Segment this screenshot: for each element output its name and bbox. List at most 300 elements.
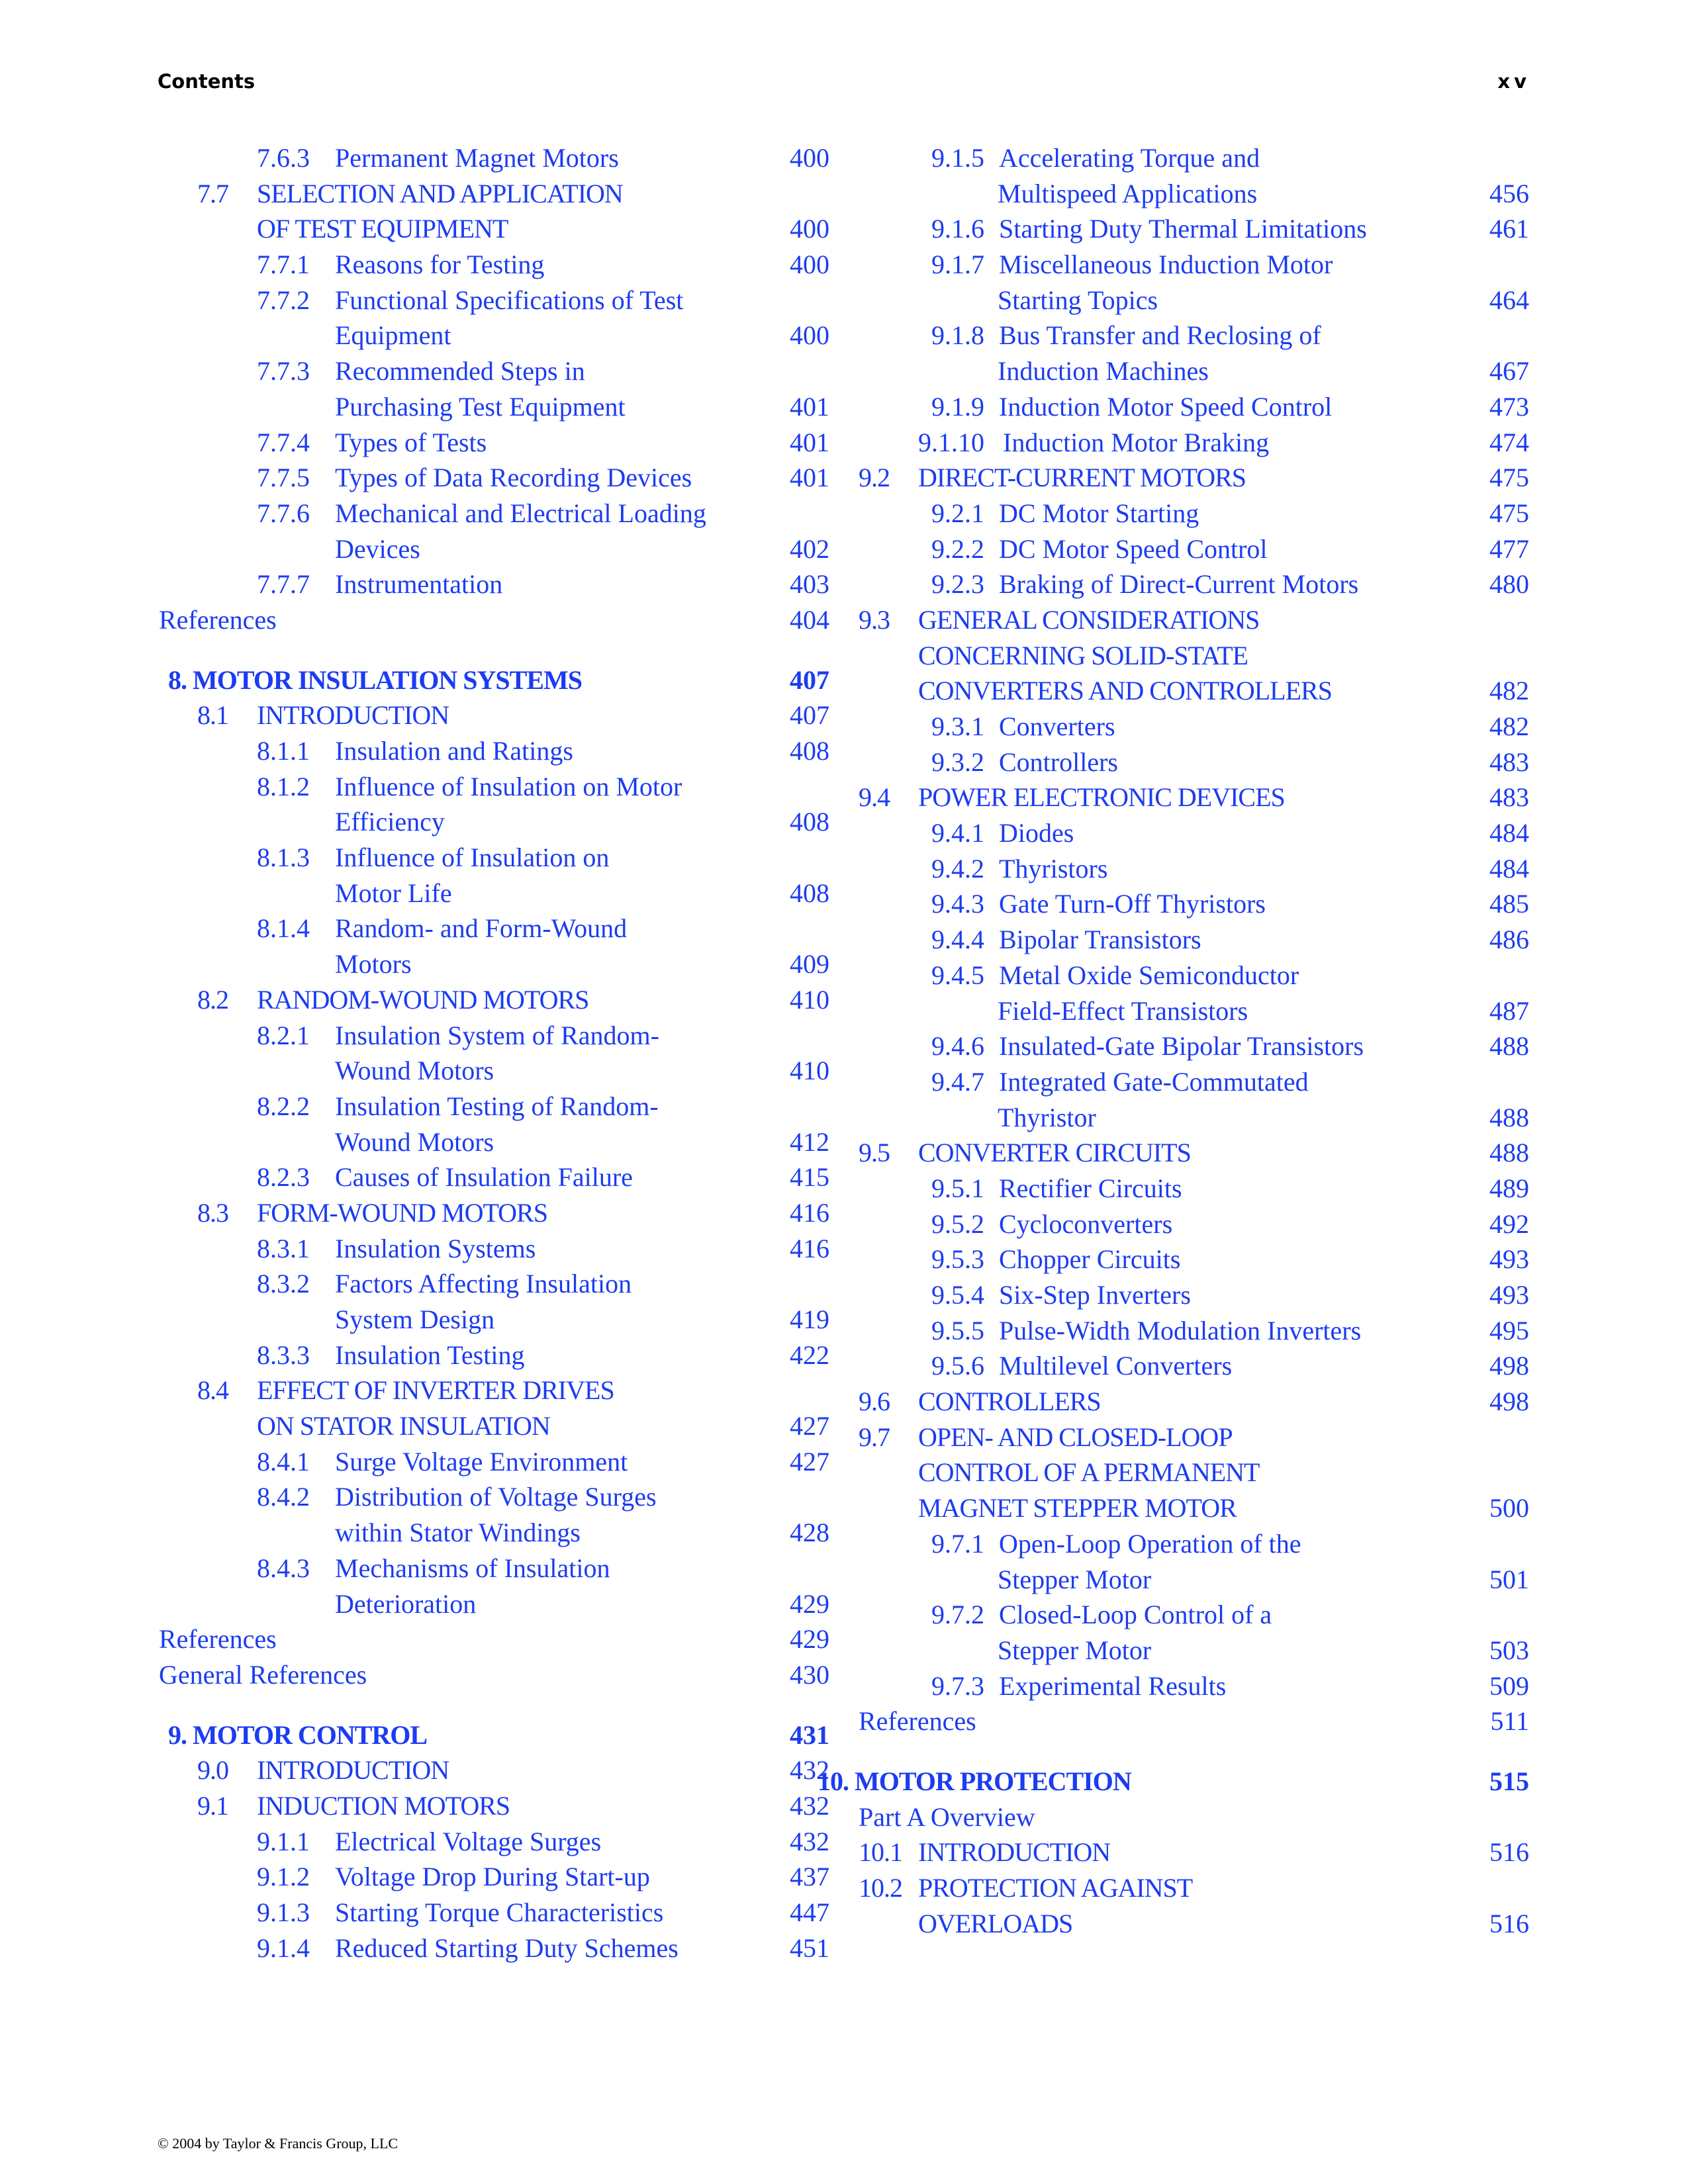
toc-entry-number: 9.7.2 bbox=[931, 1600, 984, 1630]
toc-entry-number: 9.4.2 bbox=[931, 853, 984, 884]
toc-entry-title: OPEN- AND CLOSED-LOOP bbox=[918, 1422, 1233, 1452]
toc-entry-title: INTRODUCTION bbox=[918, 1837, 1111, 1868]
toc-entry-title: Chopper Circuits bbox=[999, 1244, 1181, 1275]
toc-entry-title: DC Motor Starting bbox=[999, 498, 1199, 528]
toc-page-number: 410 bbox=[790, 984, 829, 1015]
toc-entry-title: Surge Voltage Environment bbox=[335, 1446, 628, 1477]
toc-entry-title: Bipolar Transistors bbox=[999, 925, 1201, 955]
toc-entry[interactable] bbox=[859, 638, 1529, 674]
toc-page-number: 484 bbox=[1489, 818, 1529, 848]
toc-entry-number: 9.2.2 bbox=[931, 533, 984, 564]
toc-entry-number: 8.3.2 bbox=[257, 1269, 310, 1299]
toc-page-number: 410 bbox=[790, 1056, 829, 1086]
page-number: xv bbox=[1497, 70, 1530, 93]
toc-entry-number: 8.2.2 bbox=[257, 1091, 310, 1121]
toc-entry-title: Thyristor bbox=[998, 1102, 1096, 1132]
toc-entry[interactable] bbox=[159, 1338, 829, 1373]
toc-entry-number: 8.2 bbox=[197, 984, 228, 1015]
toc-entry-title: Part A Overview bbox=[859, 1801, 1035, 1832]
toc-entry-number: 7.7.5 bbox=[257, 463, 310, 493]
toc-page-number: 498 bbox=[1489, 1351, 1529, 1381]
toc-entry-title: Types of Data Recording Devices bbox=[335, 463, 692, 493]
toc-entry-title: Functional Specifications of Test bbox=[335, 285, 684, 315]
toc-page-number: 488 bbox=[1489, 1102, 1529, 1132]
toc-page-number: 403 bbox=[790, 569, 829, 600]
toc-entry-number: 9.1.3 bbox=[257, 1897, 310, 1927]
toc-entry[interactable] bbox=[859, 1906, 1529, 1942]
toc-entry-title: 10. MOTOR PROTECTION bbox=[818, 1766, 1131, 1796]
toc-entry[interactable] bbox=[859, 922, 1529, 958]
toc-entry-title: Causes of Insulation Failure bbox=[335, 1162, 633, 1193]
toc-entry[interactable] bbox=[159, 1053, 829, 1089]
toc-entry[interactable] bbox=[159, 769, 829, 805]
toc-entry[interactable] bbox=[859, 460, 1529, 496]
toc-entry-title: Induction Motor Speed Control bbox=[999, 391, 1333, 422]
toc-entry-title: Efficiency bbox=[335, 807, 445, 837]
toc-column-left bbox=[159, 140, 829, 1966]
toc-page-number: 498 bbox=[1489, 1387, 1529, 1417]
toc-entry-title: FORM-WOUND MOTORS bbox=[257, 1197, 547, 1228]
toc-entry[interactable] bbox=[859, 1490, 1529, 1526]
toc-entry-number: 8.4.1 bbox=[257, 1446, 310, 1477]
toc-entry-title: Starting Topics bbox=[998, 285, 1158, 315]
toc-entry-title: Converters bbox=[999, 711, 1115, 741]
toc-entry[interactable] bbox=[159, 1160, 829, 1195]
toc-entry-number: 8.2.1 bbox=[257, 1020, 310, 1050]
toc-entry[interactable] bbox=[859, 211, 1529, 247]
toc-entry[interactable] bbox=[159, 1124, 829, 1160]
toc-entry-title: Permanent Magnet Motors bbox=[335, 143, 619, 173]
toc-entry-number: 9.4.6 bbox=[931, 1031, 984, 1062]
toc-page-number: 516 bbox=[1489, 1908, 1529, 1938]
toc-entry[interactable] bbox=[859, 389, 1529, 425]
toc-page-number: 408 bbox=[790, 878, 829, 908]
toc-entry-number: 9.3 bbox=[859, 604, 890, 635]
toc-entry-title: References bbox=[159, 604, 277, 635]
toc-entry-title: Thyristors bbox=[999, 853, 1108, 884]
toc-entry-title: PROTECTION AGAINST bbox=[918, 1873, 1193, 1903]
toc-entry-title: Accelerating Torque and bbox=[999, 143, 1260, 173]
toc-page-number: 432 bbox=[790, 1826, 829, 1856]
toc-entry[interactable] bbox=[159, 1231, 829, 1267]
toc-entry[interactable] bbox=[159, 389, 829, 425]
toc-page-number: 432 bbox=[790, 1755, 829, 1786]
toc-page-number: 489 bbox=[1489, 1173, 1529, 1203]
toc-entry-title: CONTROL OF A PERMANENT bbox=[918, 1457, 1260, 1488]
toc-page-number: 501 bbox=[1489, 1564, 1529, 1594]
toc-reference-entry[interactable] bbox=[159, 1657, 829, 1693]
toc-entry[interactable] bbox=[859, 1135, 1529, 1171]
toc-entry[interactable] bbox=[859, 815, 1529, 851]
toc-page-number: 416 bbox=[790, 1197, 829, 1228]
toc-page-number: 515 bbox=[1489, 1766, 1529, 1796]
toc-entry-title: Miscellaneous Induction Motor bbox=[999, 250, 1333, 280]
toc-entry-number: 9.5.1 bbox=[931, 1173, 984, 1203]
toc-entry[interactable] bbox=[859, 1277, 1529, 1313]
toc-entry[interactable] bbox=[159, 353, 829, 389]
toc-entry[interactable] bbox=[859, 958, 1529, 993]
toc-page-number: 412 bbox=[790, 1126, 829, 1157]
toc-entry-title: Cycloconverters bbox=[999, 1208, 1173, 1239]
toc-entry-title: CONCERNING SOLID-STATE bbox=[918, 640, 1248, 670]
toc-entry-number: 9.4 bbox=[859, 782, 890, 813]
toc-entry-title: Electrical Voltage Surges bbox=[335, 1826, 602, 1856]
toc-entry-title: Multispeed Applications bbox=[998, 178, 1258, 208]
toc-entry-number: 9.1.1 bbox=[257, 1826, 310, 1856]
toc-entry[interactable] bbox=[159, 1586, 829, 1622]
toc-entry-title: 8. MOTOR INSULATION SYSTEMS bbox=[168, 664, 582, 695]
toc-entry-number: 9.1.2 bbox=[257, 1862, 310, 1892]
toc-entry-number: 9.2.3 bbox=[931, 569, 984, 600]
toc-page-number: 427 bbox=[790, 1411, 829, 1441]
toc-entry[interactable] bbox=[859, 886, 1529, 922]
toc-entry-number: 9.5.3 bbox=[931, 1244, 984, 1275]
toc-entry[interactable] bbox=[159, 1752, 829, 1788]
toc-entry[interactable] bbox=[159, 911, 829, 946]
toc-entry-title: Open-Loop Operation of the bbox=[999, 1528, 1301, 1559]
toc-entry[interactable] bbox=[159, 211, 829, 247]
toc-entry-title: SELECTION AND APPLICATION bbox=[257, 178, 623, 208]
toc-entry-title: OVERLOADS bbox=[918, 1908, 1073, 1938]
toc-entry-title: Equipment bbox=[335, 320, 451, 351]
toc-entry[interactable] bbox=[159, 1408, 829, 1444]
toc-page-number: 473 bbox=[1489, 391, 1529, 422]
toc-entry-title: Controllers bbox=[999, 747, 1118, 777]
toc-entry-title: Experimental Results bbox=[999, 1670, 1227, 1701]
toc-entry[interactable] bbox=[159, 1824, 829, 1860]
toc-page-number: 464 bbox=[1489, 285, 1529, 315]
toc-entry-number: 9.7 bbox=[859, 1422, 890, 1452]
toc-page-number: 404 bbox=[790, 604, 829, 635]
toc-page-number: 429 bbox=[790, 1588, 829, 1619]
toc-entry-number: 9.7.3 bbox=[931, 1670, 984, 1701]
section-gap bbox=[159, 638, 829, 662]
toc-entry[interactable] bbox=[159, 1788, 829, 1824]
toc-entry[interactable] bbox=[859, 1100, 1529, 1136]
toc-entry-title: Rectifier Circuits bbox=[999, 1173, 1182, 1203]
toc-entry-title: CONTROLLERS bbox=[918, 1387, 1101, 1417]
toc-entry-number: 9.5.6 bbox=[931, 1351, 984, 1381]
toc-entry[interactable] bbox=[859, 993, 1529, 1029]
toc-page-number: 511 bbox=[1490, 1706, 1529, 1737]
toc-entry[interactable] bbox=[159, 176, 829, 212]
toc-page-number: 480 bbox=[1489, 569, 1529, 600]
toc-entry[interactable] bbox=[159, 1895, 829, 1931]
toc-entry[interactable] bbox=[859, 1206, 1529, 1242]
toc-entry-number: 7.7 bbox=[197, 178, 228, 208]
toc-entry-title: EFFECT OF INVERTER DRIVES bbox=[257, 1375, 614, 1406]
toc-page-number: 488 bbox=[1489, 1031, 1529, 1062]
toc-entry[interactable] bbox=[859, 1455, 1529, 1490]
toc-page-number: 477 bbox=[1489, 533, 1529, 564]
toc-entry-title: Integrated Gate-Commutated bbox=[999, 1066, 1309, 1097]
toc-page-number: 400 bbox=[790, 320, 829, 351]
toc-entry[interactable] bbox=[859, 745, 1529, 780]
toc-entry-title: Field-Effect Transistors bbox=[998, 995, 1248, 1026]
toc-entry[interactable] bbox=[859, 531, 1529, 567]
toc-entry[interactable] bbox=[859, 247, 1529, 283]
toc-entry-title: Influence of Insulation on Motor bbox=[335, 771, 682, 801]
toc-page-number: 401 bbox=[790, 463, 829, 493]
toc-entry[interactable] bbox=[159, 733, 829, 769]
toc-entry[interactable] bbox=[859, 176, 1529, 212]
toc-page-number: 409 bbox=[790, 949, 829, 979]
toc-entry-title: RANDOM-WOUND MOTORS bbox=[257, 984, 589, 1015]
toc-entry-number: 9.1.9 bbox=[931, 391, 984, 422]
toc-entry-title: Starting Duty Thermal Limitations bbox=[999, 214, 1367, 244]
toc-entry-number: 8.1 bbox=[197, 700, 228, 731]
toc-entry[interactable] bbox=[159, 460, 829, 496]
toc-entry-title: Pulse-Width Modulation Inverters bbox=[999, 1315, 1362, 1345]
toc-entry[interactable] bbox=[159, 318, 829, 353]
toc-page-number: 467 bbox=[1489, 356, 1529, 387]
toc-entry[interactable] bbox=[859, 1526, 1529, 1562]
toc-page-number: 429 bbox=[790, 1624, 829, 1655]
toc-entry-number: 9.6 bbox=[859, 1387, 890, 1417]
toc-chapter-entry[interactable] bbox=[159, 662, 829, 698]
toc-entry-number: 9.1 bbox=[197, 1790, 228, 1821]
toc-entry-number: 9.4.7 bbox=[931, 1066, 984, 1097]
toc-entry-title: within Stator Windings bbox=[335, 1518, 581, 1548]
toc-page-number: 493 bbox=[1489, 1280, 1529, 1310]
toc-page-number: 509 bbox=[1489, 1670, 1529, 1701]
toc-page-number: 485 bbox=[1489, 889, 1529, 919]
toc-entry[interactable] bbox=[859, 1562, 1529, 1598]
toc-page-number: 483 bbox=[1489, 782, 1529, 813]
toc-entry[interactable] bbox=[859, 1633, 1529, 1668]
toc-page-number: 430 bbox=[790, 1659, 829, 1690]
toc-entry[interactable] bbox=[859, 1384, 1529, 1420]
toc-page-number: 419 bbox=[790, 1304, 829, 1334]
toc-entry[interactable] bbox=[159, 698, 829, 733]
toc-entry-title: Induction Motor Braking bbox=[1003, 427, 1270, 457]
toc-entry[interactable] bbox=[159, 496, 829, 531]
toc-reference-entry[interactable] bbox=[159, 1621, 829, 1657]
toc-entry-number: 10.2 bbox=[859, 1873, 902, 1903]
toc-entry-number: 8.1.4 bbox=[257, 913, 310, 944]
toc-entry-number: 9.4.1 bbox=[931, 818, 984, 848]
toc-entry[interactable] bbox=[159, 1515, 829, 1551]
toc-entry-number: 9.2.1 bbox=[931, 498, 984, 528]
toc-page-number: 484 bbox=[1489, 853, 1529, 884]
toc-entry[interactable] bbox=[159, 283, 829, 318]
toc-entry-title: Devices bbox=[335, 533, 420, 564]
toc-entry-title: Wound Motors bbox=[335, 1056, 494, 1086]
toc-page-number: 486 bbox=[1489, 925, 1529, 955]
toc-entry[interactable] bbox=[159, 1302, 829, 1338]
toc-entry[interactable] bbox=[859, 567, 1529, 602]
toc-chapter-entry[interactable] bbox=[818, 1764, 1529, 1799]
toc-entry-title: INTRODUCTION bbox=[257, 1755, 449, 1786]
toc-entry[interactable] bbox=[159, 1859, 829, 1895]
toc-entry-title: Mechanical and Electrical Loading bbox=[335, 498, 706, 528]
toc-entry[interactable] bbox=[159, 876, 829, 911]
toc-entry-title: Induction Machines bbox=[998, 356, 1209, 387]
toc-entry-title: DC Motor Speed Control bbox=[999, 533, 1268, 564]
toc-entry[interactable] bbox=[859, 1835, 1529, 1870]
toc-entry-number: 9.5.4 bbox=[931, 1280, 984, 1310]
toc-page-number: 451 bbox=[790, 1933, 829, 1963]
toc-entry-title: POWER ELECTRONIC DEVICES bbox=[918, 782, 1285, 813]
section-gap bbox=[159, 1693, 829, 1717]
toc-column-right bbox=[818, 140, 1529, 1941]
toc-entry-title: GENERAL CONSIDERATIONS bbox=[918, 604, 1260, 635]
toc-entry-title: Motor Life bbox=[335, 878, 452, 908]
toc-entry[interactable] bbox=[859, 673, 1529, 709]
toc-entry[interactable] bbox=[859, 1028, 1529, 1064]
toc-entry-title: Reasons for Testing bbox=[335, 250, 545, 280]
toc-page-number: 475 bbox=[1489, 463, 1529, 493]
toc-entry-title: Multilevel Converters bbox=[999, 1351, 1233, 1381]
toc-entry[interactable] bbox=[159, 1195, 829, 1231]
toc-entry-number: 9.5 bbox=[859, 1138, 890, 1168]
toc-entry-number: 7.7.4 bbox=[257, 427, 310, 457]
toc-entry[interactable] bbox=[859, 353, 1529, 389]
toc-page-number: 475 bbox=[1489, 498, 1529, 528]
toc-entry-number: 9.0 bbox=[197, 1755, 228, 1786]
toc-entry-title: Metal Oxide Semiconductor bbox=[999, 960, 1299, 990]
toc-entry-number: 9.3.1 bbox=[931, 711, 984, 741]
toc-entry[interactable] bbox=[859, 709, 1529, 745]
toc-entry-title: Braking of Direct-Current Motors bbox=[999, 569, 1359, 600]
toc-entry[interactable] bbox=[859, 1870, 1529, 1906]
toc-page-number: 416 bbox=[790, 1233, 829, 1263]
toc-page-number: 402 bbox=[790, 533, 829, 564]
toc-entry[interactable] bbox=[159, 1373, 829, 1408]
toc-entry[interactable] bbox=[159, 840, 829, 876]
toc-reference-entry[interactable] bbox=[159, 602, 829, 638]
toc-entry[interactable] bbox=[859, 780, 1529, 815]
toc-entry[interactable] bbox=[859, 1064, 1529, 1100]
toc-page-number: 400 bbox=[790, 250, 829, 280]
toc-page-number: 400 bbox=[790, 143, 829, 173]
toc-entry[interactable] bbox=[159, 1266, 829, 1302]
toc-entry-title: CONVERTERS AND CONTROLLERS bbox=[918, 676, 1332, 706]
toc-page-number: 400 bbox=[790, 214, 829, 244]
toc-reference-entry[interactable] bbox=[859, 1704, 1529, 1739]
toc-entry[interactable] bbox=[859, 1668, 1529, 1704]
toc-entry-title: Closed-Loop Control of a bbox=[999, 1600, 1272, 1630]
toc-entry-number: 8.4.2 bbox=[257, 1482, 310, 1512]
toc-entry[interactable] bbox=[859, 1348, 1529, 1384]
toc-entry-number: 7.7.3 bbox=[257, 356, 310, 387]
toc-entry[interactable] bbox=[859, 851, 1529, 887]
toc-entry[interactable] bbox=[159, 1931, 829, 1966]
toc-entry[interactable] bbox=[159, 567, 829, 602]
toc-entry[interactable] bbox=[859, 425, 1529, 461]
toc-entry-title: Instrumentation bbox=[335, 569, 503, 600]
toc-entry[interactable] bbox=[859, 1597, 1529, 1633]
toc-entry-number: 8.1.3 bbox=[257, 842, 310, 873]
toc-entry[interactable] bbox=[159, 1551, 829, 1586]
toc-entry-title: OF TEST EQUIPMENT bbox=[257, 214, 508, 244]
toc-page-number: 415 bbox=[790, 1162, 829, 1193]
toc-entry[interactable] bbox=[159, 140, 829, 176]
toc-entry[interactable] bbox=[859, 283, 1529, 318]
toc-entry[interactable] bbox=[159, 1018, 829, 1054]
toc-page-number: 456 bbox=[1489, 178, 1529, 208]
toc-entry-number: 8.4 bbox=[197, 1375, 228, 1406]
toc-reference-entry[interactable] bbox=[859, 1799, 1529, 1835]
toc-entry[interactable] bbox=[159, 247, 829, 283]
toc-entry-number: 9.1.5 bbox=[931, 143, 984, 173]
toc-entry[interactable] bbox=[859, 1420, 1529, 1455]
toc-entry-number: 9.5.2 bbox=[931, 1208, 984, 1239]
toc-page-number: 432 bbox=[790, 1790, 829, 1821]
toc-page-number: 427 bbox=[790, 1446, 829, 1477]
toc-entry-number: 9.1.7 bbox=[931, 250, 984, 280]
toc-page-number: 482 bbox=[1489, 711, 1529, 741]
toc-entry[interactable] bbox=[859, 1242, 1529, 1277]
toc-entry-number: 9.1.10 bbox=[918, 427, 984, 457]
toc-entry[interactable] bbox=[859, 140, 1529, 176]
toc-entry-title: System Design bbox=[335, 1304, 495, 1334]
toc-page-number: 447 bbox=[790, 1897, 829, 1927]
toc-entry-title: DIRECT-CURRENT MOTORS bbox=[918, 463, 1246, 493]
toc-entry-number: 9.4.4 bbox=[931, 925, 984, 955]
toc-entry[interactable] bbox=[859, 602, 1529, 638]
toc-page-number: 493 bbox=[1489, 1244, 1529, 1275]
toc-entry[interactable] bbox=[159, 946, 829, 982]
toc-entry-title: CONVERTER CIRCUITS bbox=[918, 1138, 1191, 1168]
toc-entry[interactable] bbox=[159, 425, 829, 461]
toc-entry-title: Diodes bbox=[999, 818, 1074, 848]
toc-page-number: 516 bbox=[1489, 1837, 1529, 1868]
toc-entry-title: Deterioration bbox=[335, 1588, 477, 1619]
toc-entry[interactable] bbox=[859, 1313, 1529, 1349]
toc-entry-title: MAGNET STEPPER MOTOR bbox=[918, 1493, 1237, 1524]
toc-entry-title: INDUCTION MOTORS bbox=[257, 1790, 510, 1821]
toc-entry-title: Insulation and Ratings bbox=[335, 736, 573, 766]
toc-entry-title: Purchasing Test Equipment bbox=[335, 391, 626, 422]
toc-entry[interactable] bbox=[159, 982, 829, 1018]
toc-entry[interactable] bbox=[159, 804, 829, 840]
toc-entry-title: Stepper Motor bbox=[998, 1635, 1152, 1665]
toc-entry-title: Influence of Insulation on bbox=[335, 842, 610, 873]
toc-page-number: 503 bbox=[1489, 1635, 1529, 1665]
toc-entry-title: References bbox=[159, 1624, 277, 1655]
section-gap bbox=[859, 1739, 1529, 1764]
toc-entry-number: 9.4.5 bbox=[931, 960, 984, 990]
toc-entry-title: Insulation System of Random- bbox=[335, 1020, 659, 1050]
toc-entry-title: 9. MOTOR CONTROL bbox=[168, 1719, 428, 1750]
toc-entry-title: Bus Transfer and Reclosing of bbox=[999, 320, 1321, 351]
toc-entry-title: References bbox=[859, 1706, 976, 1737]
toc-page-number: 401 bbox=[790, 391, 829, 422]
toc-entry-title: Stepper Motor bbox=[998, 1564, 1152, 1594]
toc-entry[interactable] bbox=[159, 531, 829, 567]
toc-page-number: 408 bbox=[790, 736, 829, 766]
toc-entry[interactable] bbox=[859, 496, 1529, 531]
toc-entry-title: Reduced Starting Duty Schemes bbox=[335, 1933, 679, 1963]
toc-entry-number: 9.1.4 bbox=[257, 1933, 310, 1963]
toc-entry[interactable] bbox=[859, 318, 1529, 353]
toc-entry-title: ON STATOR INSULATION bbox=[257, 1411, 550, 1441]
toc-entry-number: 8.2.3 bbox=[257, 1162, 310, 1193]
toc-entry[interactable] bbox=[859, 1171, 1529, 1206]
toc-chapter-entry[interactable] bbox=[159, 1717, 829, 1753]
toc-entry-number: 8.1.1 bbox=[257, 736, 310, 766]
toc-entry[interactable] bbox=[159, 1444, 829, 1480]
toc-entry-number: 8.3.1 bbox=[257, 1233, 310, 1263]
toc-entry-title: Factors Affecting Insulation bbox=[335, 1269, 632, 1299]
toc-entry[interactable] bbox=[159, 1089, 829, 1124]
toc-entry[interactable] bbox=[159, 1479, 829, 1515]
toc-page-number: 495 bbox=[1489, 1315, 1529, 1345]
toc-entry-title: Wound Motors bbox=[335, 1126, 494, 1157]
toc-page-number: 483 bbox=[1489, 747, 1529, 777]
toc-page-number: 474 bbox=[1489, 427, 1529, 457]
